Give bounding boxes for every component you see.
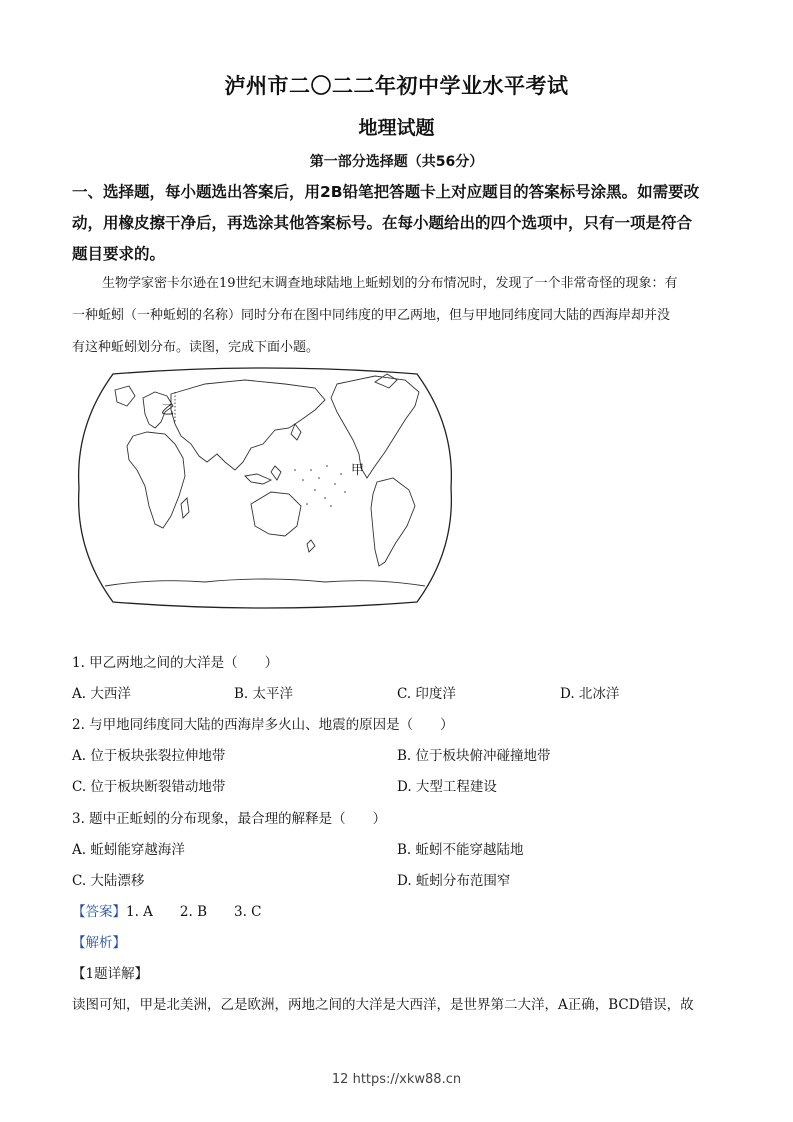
intro-line-2: 一种蚯蚓（一种蚯蚓的名称）同时分布在图中同纬度的甲乙两地，但与甲地同纬度同大陆的西海岸却并没 xyxy=(72,308,671,323)
page-number: 12 xyxy=(331,1072,349,1087)
question-3-option-b: B. 蚯蚓不能穿越陆地 xyxy=(397,842,524,858)
exam-title: 泸州市二〇二二年初中学业水平考试 xyxy=(224,74,569,98)
question-3-option-a: A. 蚯蚓能穿越海洋 xyxy=(72,842,185,858)
question-1-option-a: A. 大西洋 xyxy=(72,686,131,702)
q1-detail-text: 读图可知，甲是北美洲，乙是欧洲，两地之间的大洋是大西洋，是世界第二大洋，A正确，BCD错误，故 xyxy=(72,997,694,1013)
map-label-yi: 乙 xyxy=(161,403,175,418)
question-1-option-b: B. 太平洋 xyxy=(234,686,294,702)
instruction-line-1: 一、选择题，每小题选出答案后，用2B铅笔把答题卡上对应题目的答案标号涂黑。如需要改 xyxy=(72,183,700,201)
question-2-option-b: B. 位于板块俯冲碰撞地带 xyxy=(397,748,551,764)
question-3-stem: 3. 题中正蚯蚓的分布现象，最合理的解释是（ ） xyxy=(72,811,387,827)
question-2-option-a: A. 位于板块张裂拉伸地带 xyxy=(72,748,226,764)
map-label-jia: 甲 xyxy=(351,463,365,478)
question-2-stem: 2. 与甲地同纬度同大陆的西海岸多火山、地震的原因是（ ） xyxy=(72,717,454,733)
world-map xyxy=(75,366,455,610)
question-3-option-c: C. 大陆漂移 xyxy=(72,873,145,889)
answer-row xyxy=(72,900,262,920)
page-footer xyxy=(0,1072,793,1087)
answer-values: 1. A 2. B 3. C xyxy=(126,904,262,920)
analysis-label: 【解析】 xyxy=(72,935,126,951)
question-1-stem: 1. 甲乙两地之间的大洋是（ ） xyxy=(72,655,279,671)
footer-site[interactable]: https://xkw88.cn xyxy=(352,1072,462,1087)
part-title: 第一部分选择题（共56分） xyxy=(309,154,484,170)
question-3-option-d: D. 蚯蚓分布范围窄 xyxy=(397,873,511,889)
q1-detail-heading: 【1题详解】 xyxy=(72,966,149,982)
subject-title: 地理试题 xyxy=(358,117,435,139)
question-1-option-d: D. 北冰洋 xyxy=(560,686,620,702)
instruction-line-2: 动，用橡皮擦干净后，再选涂其他答案标号。在每小题给出的四个选项中，只有一项是符合 xyxy=(72,214,693,232)
answer-label: 【答案】 xyxy=(72,904,126,920)
intro-line-3: 有这种蚯蚓划分布。读图，完成下面小题。 xyxy=(72,340,320,355)
instruction-line-3: 题目要求的。 xyxy=(72,245,166,263)
world-map-svg xyxy=(75,366,455,610)
intro-line-1: 生物学家密卡尔逊在19世纪末调查地球陆地上蚯蚓划的分布情况时，发现了一个非常奇怪的现象：有 xyxy=(102,276,678,291)
question-2-option-d: D. 大型工程建设 xyxy=(397,779,497,795)
question-1-option-c: C. 印度洋 xyxy=(397,686,456,702)
question-2-option-c: C. 位于板块断裂错动地带 xyxy=(72,779,226,795)
